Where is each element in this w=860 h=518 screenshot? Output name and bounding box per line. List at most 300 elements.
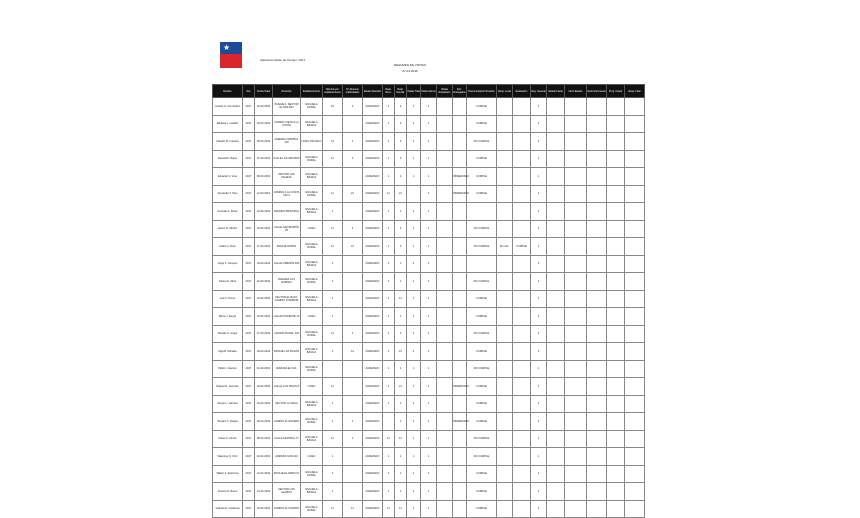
table-cell: PASAJE 4, SECTOR EL MOLINO [273, 98, 301, 116]
table-cell [587, 308, 607, 326]
table-cell: 1 [531, 133, 547, 151]
table-cell [453, 133, 467, 151]
table-row [213, 273, 645, 291]
table-cell: 1 [383, 395, 395, 413]
table-cell: 1 [323, 290, 343, 308]
table-cell [437, 360, 453, 378]
table-cell: ESCUELA RURAL [301, 465, 323, 483]
table-cell [513, 133, 531, 151]
table-cell: 1 [323, 308, 343, 326]
table-cell: 1 [383, 115, 395, 133]
table-cell [625, 448, 645, 466]
table-cell [513, 413, 531, 431]
table-row [213, 430, 645, 448]
table-cell [437, 203, 453, 221]
table-cell: 1 [421, 168, 437, 186]
table-cell: 11 [343, 500, 363, 518]
table-cell: 1 [323, 448, 343, 466]
table-cell: 1 [407, 133, 421, 151]
table-cell: NO CUMPLE [467, 238, 497, 256]
table-cell: 1 [395, 203, 407, 221]
table-cell: CUMPLE [467, 378, 497, 396]
table-cell [343, 290, 363, 308]
table-cell: 2017 [243, 378, 255, 396]
table-cell: 2 [395, 220, 407, 238]
table-cell: 1 [395, 255, 407, 273]
table-cell: AVENIDA LOS ROBLES [273, 273, 301, 291]
table-cell: 1 [407, 98, 421, 116]
table-cell [625, 395, 645, 413]
table-cell: 1 [383, 325, 395, 343]
table-cell: 1 [531, 168, 547, 186]
table-cell: 1 [407, 360, 421, 378]
table-cell [497, 395, 513, 413]
table-cell [437, 465, 453, 483]
table-cell [497, 430, 513, 448]
table-cell: 1 [383, 448, 395, 466]
table-cell: CUMPLE [513, 238, 531, 256]
table-cell [453, 395, 467, 413]
table-cell [343, 360, 363, 378]
table-cell [437, 238, 453, 256]
table-cell: 11 [383, 500, 395, 518]
table-cell: 1 [323, 483, 343, 501]
table-cell [565, 343, 587, 361]
table-cell: PASAJE EL ARROYO [273, 465, 301, 483]
table-cell: 2017 [243, 430, 255, 448]
table-cell: 11 [323, 430, 343, 448]
table-cell: AVANZADO [363, 255, 383, 273]
table-row [213, 150, 645, 168]
table-cell: 17-03-2019 [255, 238, 273, 256]
table-cell: 11 [323, 238, 343, 256]
table-cell: ESCUELA RURAL [301, 325, 323, 343]
table-row [213, 133, 645, 151]
table-cell: 1 [383, 203, 395, 221]
table-row [213, 483, 645, 501]
table-cell: 2017 [243, 185, 255, 203]
table-cell: 11 [323, 325, 343, 343]
table-cell: CUMPLE [467, 483, 497, 501]
table-cell [513, 430, 531, 448]
table-cell [565, 360, 587, 378]
table-cell: ESCUELA RURAL [301, 360, 323, 378]
table-cell [625, 150, 645, 168]
column-header: Resp. Local [497, 85, 513, 98]
table-cell [565, 168, 587, 186]
table-cell [453, 430, 467, 448]
table-cell: 1 [407, 395, 421, 413]
table-cell: 07-03-2019 [255, 150, 273, 168]
table-cell [625, 483, 645, 501]
table-cell [513, 203, 531, 221]
table-cell [625, 133, 645, 151]
table-row [213, 360, 645, 378]
table-cell [437, 395, 453, 413]
column-header: Inicio Estado [565, 85, 587, 98]
table-cell: CALLE PONIENTE 12 [273, 308, 301, 326]
table-cell [565, 483, 587, 501]
table-cell [625, 360, 645, 378]
table-cell [625, 203, 645, 221]
table-cell: OBSERVADO [453, 413, 467, 431]
table-cell: OBSERVADO [453, 378, 467, 396]
table-cell [625, 308, 645, 326]
table-cell [437, 430, 453, 448]
table-cell [467, 255, 497, 273]
table-cell: SECTOR LOS ALAMOS [273, 483, 301, 501]
table-cell: 1 [421, 308, 437, 326]
table-cell: 21 [343, 238, 363, 256]
table-cell: AVANZADO [363, 395, 383, 413]
table-cell: 1 [323, 343, 343, 361]
table-cell: 2017 [243, 465, 255, 483]
table-cell [453, 343, 467, 361]
column-header: Resp. Final [625, 85, 645, 98]
table-cell: 29-03-2019 [255, 343, 273, 361]
table-cell: CALLE LOS AROMOS [273, 150, 301, 168]
table-cell: 1 [531, 220, 547, 238]
table-cell [547, 238, 565, 256]
table-cell: 11 [343, 343, 363, 361]
table-cell: 11 [383, 430, 395, 448]
table-cell: AVANZADO [363, 290, 383, 308]
table-cell: CUMPLE [467, 465, 497, 483]
table-cell: Ulises K. Flores [213, 430, 243, 448]
table-cell: Daniela P. Rojas [213, 150, 243, 168]
table-cell: Bárbara L. Castillo [213, 115, 243, 133]
table-cell [587, 343, 607, 361]
table-cell: 11 [323, 150, 343, 168]
table-cell: 19-03-2019 [255, 255, 273, 273]
table-cell: 1 [407, 448, 421, 466]
table-cell [437, 343, 453, 361]
table-cell: 1 [421, 273, 437, 291]
table-cell [625, 255, 645, 273]
table-cell: 1 [531, 360, 547, 378]
table-cell: 14-04-2019 [255, 483, 273, 501]
table-cell: AVENIDA SUR 210 [273, 448, 301, 466]
table-cell: 1 [407, 290, 421, 308]
table-cell [607, 413, 625, 431]
table-cell [587, 360, 607, 378]
table-cell [497, 203, 513, 221]
table-cell: 1 [531, 308, 547, 326]
table-cell: 1 [407, 413, 421, 431]
table-cell [497, 290, 513, 308]
table-cell [587, 448, 607, 466]
table-cell: LICEO [301, 308, 323, 326]
table-cell: AVANZADO [363, 238, 383, 256]
column-header: Estado Revisión [363, 85, 383, 98]
table-cell [625, 115, 645, 133]
table-cell [513, 115, 531, 133]
table-cell [513, 448, 531, 466]
table-cell [547, 343, 565, 361]
table-row [213, 290, 645, 308]
table-cell [453, 203, 467, 221]
table-cell [625, 168, 645, 186]
table-row [213, 238, 645, 256]
table-cell [607, 255, 625, 273]
table-cell [587, 500, 607, 518]
table-row [213, 308, 645, 326]
table-cell: 13-03-2019 [255, 203, 273, 221]
table-cell [453, 115, 467, 133]
table-row [213, 255, 645, 273]
table-cell: 1 [395, 465, 407, 483]
table-cell [607, 308, 625, 326]
table-cell: 21-03-2019 [255, 273, 273, 291]
table-cell: 1 [407, 168, 421, 186]
table-cell: 1 [383, 290, 395, 308]
table-cell: 15-03-2019 [255, 220, 273, 238]
table-cell: 1 [421, 115, 437, 133]
table-cell: 2017 [243, 500, 255, 518]
table-cell [547, 203, 565, 221]
table-cell: 1 [421, 430, 437, 448]
table-cell [565, 430, 587, 448]
table-cell [547, 395, 565, 413]
table-cell: LICEO [301, 220, 323, 238]
table-cell: 1 [323, 465, 343, 483]
table-cell [343, 465, 363, 483]
table-cell: 1 [407, 115, 421, 133]
table-cell: 2017 [243, 413, 255, 431]
table-row [213, 115, 645, 133]
table-cell: 1 [395, 483, 407, 501]
table-cell: Raquel N. Guzmán [213, 378, 243, 396]
table-cell: CUMPLE [467, 115, 497, 133]
table-cell: PASAJE LAS ROSAS [273, 343, 301, 361]
table-cell [513, 465, 531, 483]
table-cell [565, 98, 587, 116]
table-cell [437, 150, 453, 168]
table-cell: 1 [531, 150, 547, 168]
table-cell [453, 465, 467, 483]
table-cell [437, 133, 453, 151]
table-cell [513, 483, 531, 501]
table-cell [607, 168, 625, 186]
table-cell: 1 [323, 203, 343, 221]
table-header-row [213, 85, 645, 98]
table-cell: ESCUELA RURAL [301, 273, 323, 291]
table-cell: NO CUMPLE [467, 133, 497, 151]
table-cell: CALLE LOS PINOS 8 [273, 378, 301, 396]
table-cell [343, 448, 363, 466]
table-cell: Sin obs. [497, 238, 513, 256]
table-cell [323, 360, 343, 378]
table-cell: 1 [407, 150, 421, 168]
column-header: Nombre [213, 85, 243, 98]
table-cell: CAMINO A LA COSTA KM 4 [273, 185, 301, 203]
table-cell: 1 [323, 273, 343, 291]
table-cell: 16-04-2019 [255, 500, 273, 518]
table-cell: 2017 [243, 255, 255, 273]
table-cell [453, 255, 467, 273]
table-cell: Fernanda T. Soto [213, 185, 243, 203]
table-cell: 11 [383, 185, 395, 203]
table-cell: Héctor R. Muñoz [213, 220, 243, 238]
table-cell: 1 [407, 430, 421, 448]
table-cell [497, 325, 513, 343]
table-cell [607, 115, 625, 133]
table-cell: 1 [383, 150, 395, 168]
table-cell [607, 360, 625, 378]
table-cell: 2 [395, 115, 407, 133]
table-cell: 4 [343, 133, 363, 151]
table-cell: CAMINO AL PUERTO [273, 500, 301, 518]
table-cell [587, 290, 607, 308]
table-cell: ESCUELA BÁSICA [301, 203, 323, 221]
column-header: Visitas Evaluación [437, 85, 453, 98]
table-cell: 2017 [243, 168, 255, 186]
table-cell: 31 [323, 133, 343, 151]
table-cell [607, 500, 625, 518]
table-row [213, 185, 645, 203]
table-cell [497, 465, 513, 483]
table-cell: 2017 [243, 150, 255, 168]
table-cell: 1 [421, 238, 437, 256]
table-cell: AVENIDA CENTRAL 120 [273, 133, 301, 151]
table-cell: ESCUELA BÁSICA [301, 483, 323, 501]
table-cell: 1 [421, 413, 437, 431]
table-cell: ESCUELA BÁSICA [301, 255, 323, 273]
table-cell: CUMPLE [467, 290, 497, 308]
table-cell [625, 238, 645, 256]
table-cell [547, 360, 565, 378]
table-cell: 1 [407, 203, 421, 221]
table-cell: 1 [421, 98, 437, 116]
table-cell: 1 [531, 98, 547, 116]
table-cell [437, 448, 453, 466]
table-cell: 1 [383, 98, 395, 116]
table-cell: ESCUELA RURAL [301, 500, 323, 518]
table-cell: Tamara X. Vargas [213, 413, 243, 431]
table-cell: LICEO TÉCNICO [301, 133, 323, 151]
visits-table [212, 84, 645, 518]
table-cell [497, 220, 513, 238]
table-cell: OBSERVADO [453, 168, 467, 186]
table-cell [607, 343, 625, 361]
table-cell: 2017 [243, 325, 255, 343]
table-cell: 1 [395, 395, 407, 413]
table-cell [497, 308, 513, 326]
table-cell: 2017 [243, 483, 255, 501]
table-cell: AVANZADO [363, 115, 383, 133]
table-cell [437, 325, 453, 343]
table-cell: 1 [407, 220, 421, 238]
table-cell: ESCUELA BÁSICA [301, 168, 323, 186]
table-cell [343, 483, 363, 501]
table-cell [547, 273, 565, 291]
column-header: Minutos por establecimiento [323, 85, 343, 98]
table-cell: 11 [323, 220, 343, 238]
table-cell [547, 133, 565, 151]
table-cell [587, 220, 607, 238]
table-cell: 1 [383, 465, 395, 483]
table-cell: 1 [323, 413, 343, 431]
table-cell: 21 [343, 185, 363, 203]
table-cell [343, 308, 363, 326]
table-cell [437, 308, 453, 326]
table-cell [625, 343, 645, 361]
table-cell [497, 168, 513, 186]
table-cell: 1 [383, 238, 395, 256]
column-header: Fecha Visita [255, 85, 273, 98]
table-cell: 1 [531, 378, 547, 396]
table-cell [587, 483, 607, 501]
table-cell: CAMINO RURAL S/N [273, 325, 301, 343]
column-header: Estado Fiscal [547, 85, 565, 98]
table-cell: 1 [531, 203, 547, 221]
table-cell: LICEO [301, 448, 323, 466]
table-cell [565, 273, 587, 291]
table-cell [587, 203, 607, 221]
table-cell: AVANZADO [363, 448, 383, 466]
table-cell: 2017 [243, 395, 255, 413]
table-cell [453, 98, 467, 116]
table-cell [453, 500, 467, 518]
table-cell [547, 465, 565, 483]
table-cell: María J. Reyes [213, 308, 243, 326]
table-cell [565, 115, 587, 133]
table-cell: 1 [407, 325, 421, 343]
table-cell [513, 500, 531, 518]
table-row [213, 168, 645, 186]
table-cell: 1 [383, 168, 395, 186]
table-cell [607, 203, 625, 221]
table-cell [607, 430, 625, 448]
table-cell [565, 325, 587, 343]
table-cell [625, 185, 645, 203]
table-cell: 11 [395, 500, 407, 518]
table-cell: 2017 [243, 115, 255, 133]
table-cell: 1 [383, 343, 395, 361]
table-cell: 09-03-2019 [255, 168, 273, 186]
table-cell [513, 395, 531, 413]
column-header: Evaluación [513, 85, 531, 98]
table-cell: 1 [421, 360, 437, 378]
table-row [213, 220, 645, 238]
table-cell: 1 [421, 448, 437, 466]
title-block [380, 62, 440, 74]
table-cell [587, 133, 607, 151]
table-cell: ESCUELA RURAL [301, 238, 323, 256]
table-cell: 2 [343, 150, 363, 168]
table-cell [625, 413, 645, 431]
table-cell [513, 308, 531, 326]
table-row [213, 465, 645, 483]
table-cell: 11 [323, 378, 343, 396]
table-cell: 1 [421, 203, 437, 221]
table-cell [513, 360, 531, 378]
table-cell: SECTOR LAS PALMAS [273, 168, 301, 186]
table-cell: AVANZADO [363, 168, 383, 186]
column-header: Establecimiento [301, 85, 323, 98]
table-cell [565, 413, 587, 431]
table-cell [625, 325, 645, 343]
table-cell: AVANZADO [363, 185, 383, 203]
table-cell: 1 [421, 483, 437, 501]
table-cell: 21 [395, 343, 407, 361]
table-cell: NO CUMPLE [467, 448, 497, 466]
table-cell: 1 [407, 378, 421, 396]
table-cell: 1 [395, 273, 407, 291]
table-cell: 1 [421, 150, 437, 168]
table-cell [383, 413, 395, 431]
table-cell: 1 [421, 185, 437, 203]
